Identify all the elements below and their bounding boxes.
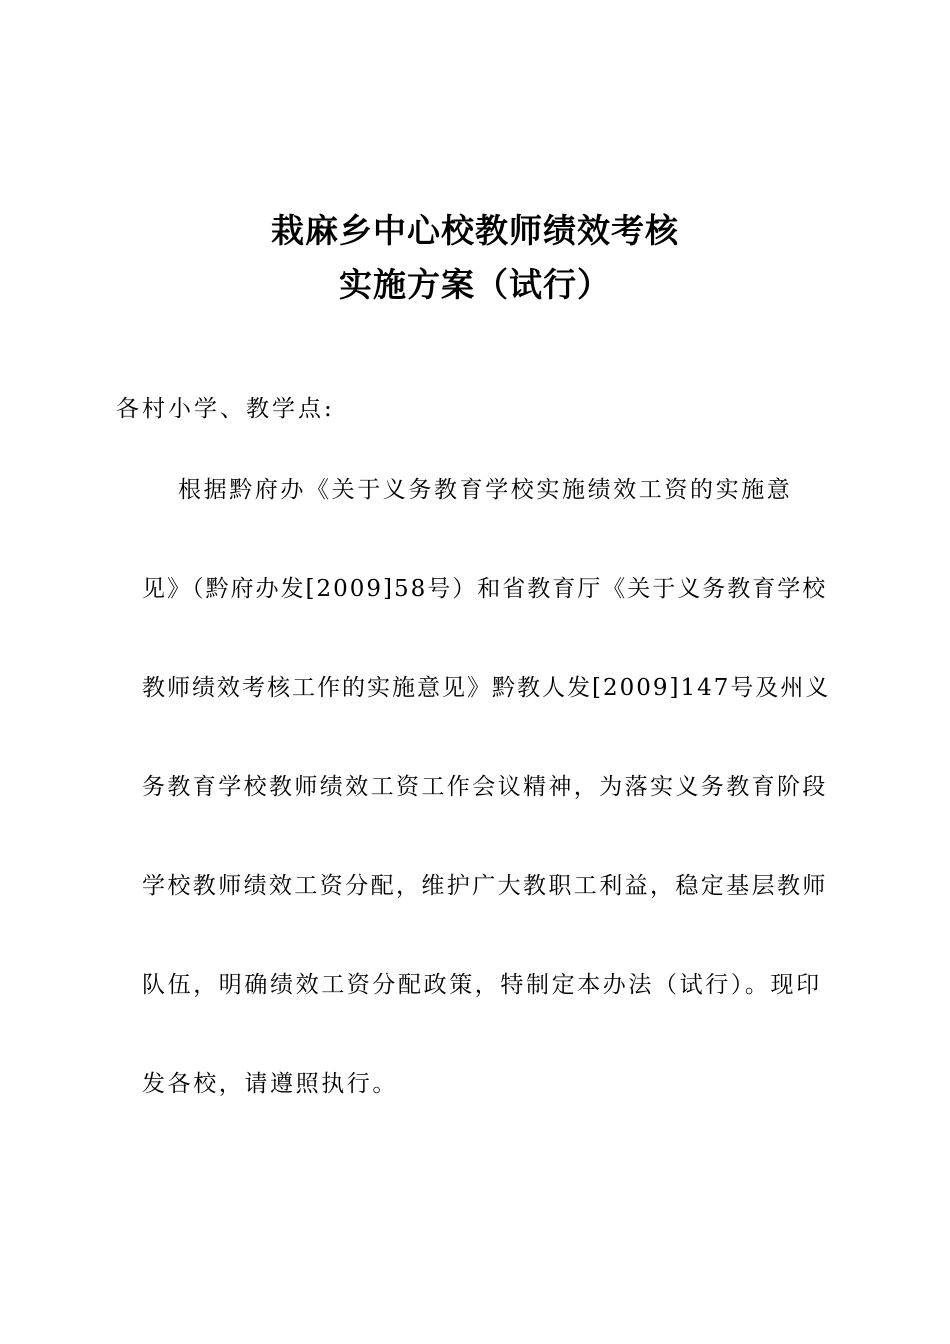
document-title-line-1: 栽麻乡中心校教师绩效考核 bbox=[271, 211, 679, 250]
body-line: 教师绩效考核工作的实施意见》黔教人发[2009]147号及州义 bbox=[142, 675, 831, 701]
body-line: 发各校，请遵照执行。 bbox=[142, 1071, 398, 1097]
salutation: 各村小学、教学点: bbox=[116, 396, 335, 422]
body-line: 学校教师绩效工资分配，维护广大教职工利益，稳定基层教师 bbox=[142, 873, 828, 899]
body-line: 队伍，明确绩效工资分配政策，特制定本办法（试行）。现印 bbox=[142, 972, 822, 998]
document-title-line-2: 实施方案（试行） bbox=[339, 265, 611, 304]
body-line: 根据黔府办《关于义务教育学校实施绩效工资的实施意 bbox=[178, 477, 793, 503]
body-line: 见》（黔府办发[2009]58号）和省教育厅《关于义务教育学校 bbox=[142, 576, 828, 602]
body-line: 务教育学校教师绩效工资工作会议精神，为落实义务教育阶段 bbox=[142, 774, 828, 800]
